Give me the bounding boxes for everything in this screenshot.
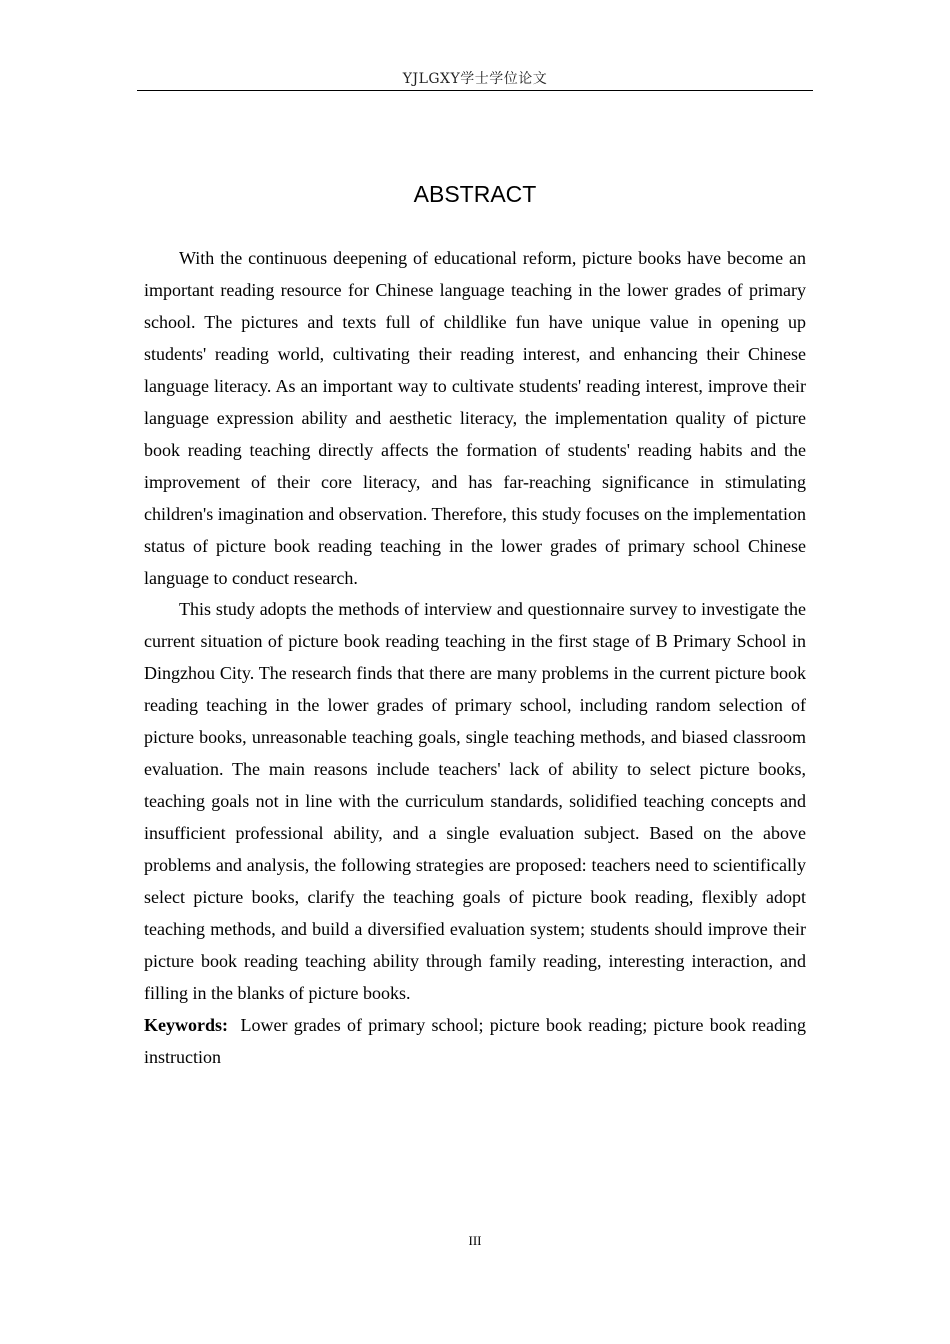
running-header: YJLGXY学士学位论文 [402, 71, 548, 87]
keywords-text: Lower grades of primary school; picture book reading; picture book reading instruction [144, 1014, 806, 1067]
page-number: III [468, 1233, 482, 1248]
keywords-line [144, 1010, 806, 1074]
abstract-paragraph-2: This study adopts the methods of interview and questionnaire survey to investigate the current situation of picture book reading teaching in the first stage of B Primary School in Dingzhou City. The research finds that there are many problems in the current picture book reading teaching in the lower grades of primary school, including random selection of picture books, unreasonable teaching goals, single teaching methods, and biased classroom evaluation. The main reasons include teachers' lack of ability to select picture books, teaching goals not in line with the curriculum standards, solidified teaching concepts and insufficient professional ability, and a single evaluation subject. Based on the above problems and analysis, the following strategies are proposed: teachers need to scientifically select picture books, clarify the teaching goals of picture book reading, flexibly adopt teaching methods, and build a diversified evaluation system; students should improve their picture book reading teaching ability through family reading, interesting interaction, and filling in the blanks of picture books. [144, 599, 806, 1003]
header-rule [137, 90, 813, 91]
keywords-label: Keywords: [144, 1014, 228, 1035]
abstract-body [144, 243, 806, 1074]
abstract-title: ABSTRACT [413, 181, 537, 207]
abstract-paragraph-1: With the continuous deepening of educational reform, picture books have become an important reading resource for Chinese language teaching in the lower grades of primary school. The pictures and texts full of childlike fun have unique value in opening up students' reading world, cultivating their reading interest, and enhancing their Chinese language literacy. As an important way to cultivate students' reading interest, improve their language expression ability and aesthetic literacy, the implementation quality of picture book reading teaching directly affects the formation of students' reading habits and the improvement of their core literacy, and has far-reaching significance in stimulating children's imagination and observation. Therefore, this study focuses on the implementation status of picture book reading teaching in the lower grades of primary school Chinese language to conduct research. [144, 248, 806, 588]
